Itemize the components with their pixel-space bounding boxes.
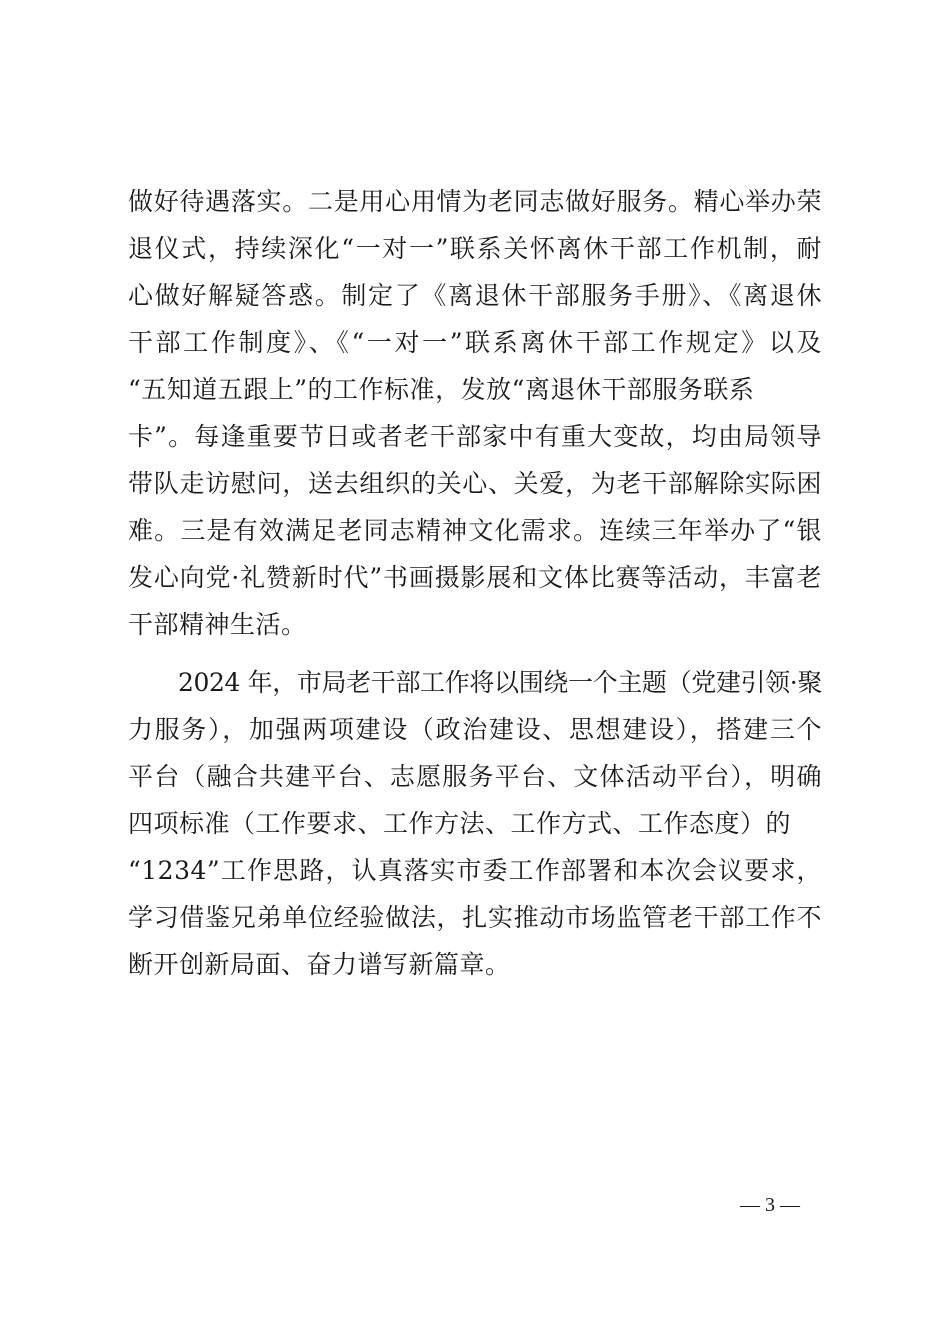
paragraph-1 <box>128 178 822 648</box>
text-line: 力服务），加强两项建设（政治建设、思想建设），搭建三个 <box>128 715 822 744</box>
text-line: 断开创新局面、奋力谱写新篇章。 <box>128 950 511 979</box>
text-line: 发心向党·礼赞新时代”书画摄影展和文体比赛等活动，丰富老 <box>128 563 822 592</box>
text-line: 干部工作制度》、《“一对一”联系离休干部工作规定》以及 <box>128 328 822 357</box>
text-line: 四项标准（工作要求、工作方法、工作方式、工作态度）的 <box>128 809 792 838</box>
text-line: 卡”。每逢重要节日或者老干部家中有重大变故，均由局领导 <box>128 422 822 451</box>
text-line: 2024 年，市局老干部工作将以围绕一个主题（党建引领·聚 <box>178 668 822 697</box>
text-line: 心做好解疑答惑。制定了《离退休干部服务手册》、《离退休 <box>128 281 822 310</box>
paragraph-gap <box>128 648 822 659</box>
text-line: 难。三是有效满足老同志精神文化需求。连续三年举办了“银 <box>128 516 822 545</box>
text-line: 带队走访慰问，送去组织的关心、关爱，为老干部解除实际困 <box>128 469 822 498</box>
text-line: 学习借鉴兄弟单位经验做法，扎实推动市场监管老干部工作不 <box>128 903 822 932</box>
text-line: “五知道五跟上”的工作标准，发放“离退休干部服务联系 <box>128 375 755 404</box>
text-line: “1234”工作思路，认真落实市委工作部署和本次会议要求， <box>128 856 822 885</box>
text-line: 退仪式，持续深化“一对一”联系关怀离休干部工作机制，耐 <box>128 234 822 263</box>
text-line: 干部精神生活。 <box>128 610 307 639</box>
page-number: — 3 — <box>740 1194 800 1216</box>
text-line: 平台（融合共建平台、志愿服务平台、文体活动平台），明确 <box>128 762 822 791</box>
text-line: 做好待遇落实。二是用心用情为老同志做好服务。精心举办荣 <box>128 187 822 216</box>
paragraph-2 <box>128 659 822 988</box>
body-text <box>128 178 822 988</box>
